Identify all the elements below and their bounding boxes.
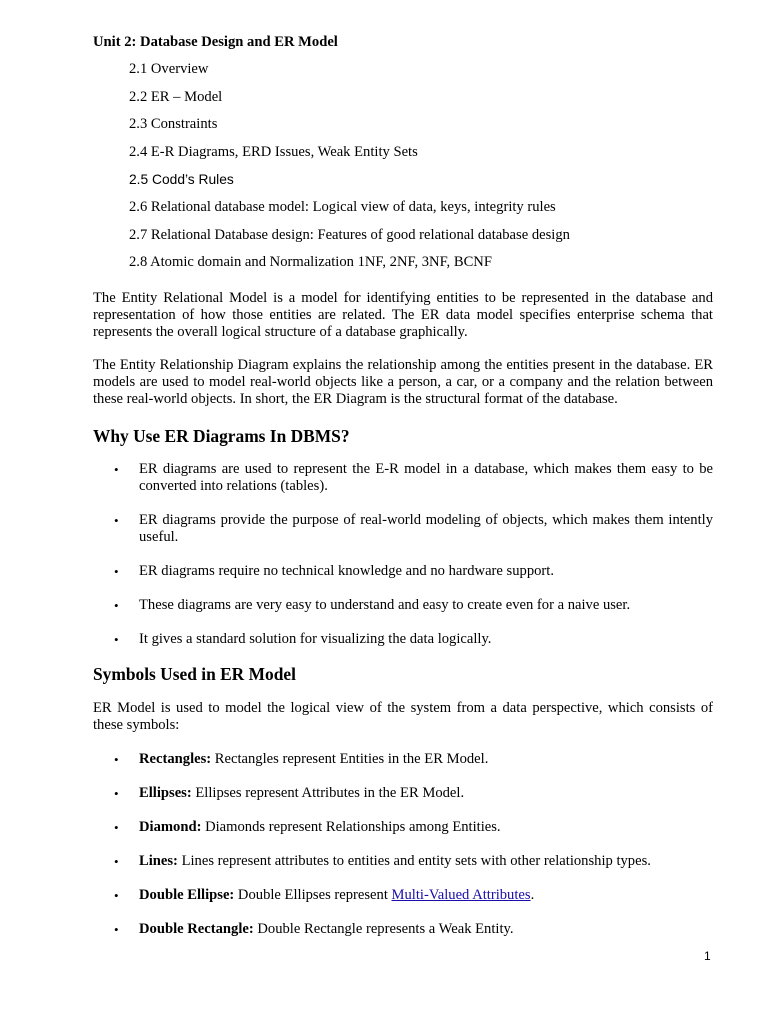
bullet-icon: • [114,922,119,937]
list-item-text: ER diagrams provide the purpose of real-world modeling of objects, which makes them intently useful. [139,512,713,545]
symbols-heading: Symbols Used in ER Model [93,664,296,684]
symbol-term: Diamond: [139,819,202,835]
page-number: 1 [704,949,711,963]
symbol-term: Rectangles: [139,751,212,767]
symbol-description: Rectangles represent Entities in the ER Model. [211,751,489,767]
list-item [93,563,713,580]
intro-paragraph: The Entity Relational Model is a model for identifying entities to be represented in the database and representation of how those entities are related. The ER data model specifies enterprise schema that represents the overall logical structure of a database graphically. [93,290,713,340]
list-item-text: ER diagrams require no technical knowledge and no hardware support. [139,563,554,579]
toc-item: 2.2 ER – Model [129,88,223,105]
list-item [93,512,713,546]
symbol-description: Double Rectangle represents a Weak Entity. [253,921,514,937]
symbol-description: Ellipses represent Attributes in the ER Model. [191,785,465,801]
bullet-icon: • [114,854,119,869]
list-item [93,631,713,648]
bullet-icon: • [114,632,119,647]
symbol-description: Double Ellipses represent [234,887,392,903]
bullet-icon: • [114,462,119,477]
symbol-description-end: . [530,887,535,903]
list-item [93,819,713,836]
bullet-icon: • [114,786,119,801]
symbol-term: Double Ellipse: [139,887,235,903]
toc-item: 2.5 Codd’s Rules [129,172,234,188]
unit-title: Unit 2: Database Design and ER Model [93,34,338,50]
toc-item: 2.6 Relational database model: Logical view of data, keys, integrity rules [129,198,556,215]
symbol-description: Lines represent attributes to entities and entity sets with other relationship types. [177,853,651,869]
intro-paragraph: The Entity Relationship Diagram explains the relationship among the entities present in the database. ER models are used to model real-world objects like a person, a car, or a company and the relation between these real-world objects. In short, the ER Diagram is the structural format of the database. [93,357,713,407]
list-item [93,887,713,904]
list-item [93,597,713,614]
list-item-text: It gives a standard solution for visualizing the data logically. [139,631,492,647]
bullet-icon: • [114,752,119,767]
bullet-icon: • [114,820,119,835]
list-item [93,751,713,768]
why-heading: Why Use ER Diagrams In DBMS? [93,426,350,446]
why-bullet-list [93,461,713,648]
list-item [93,785,713,802]
list-item [93,853,713,870]
table-of-contents [129,61,570,282]
list-item [93,921,713,938]
symbols-bullet-list [93,751,713,938]
multi-valued-attributes-link[interactable]: Multi-Valued Attributes [391,887,531,903]
list-item-text: These diagrams are very easy to understand and easy to create even for a naive user. [139,597,631,613]
toc-item: 2.4 E-R Diagrams, ERD Issues, Weak Entity Sets [129,143,418,160]
symbol-description: Diamonds represent Relationships among Entities. [201,819,501,835]
symbol-term: Double Rectangle: [139,921,254,937]
bullet-icon: • [114,513,119,528]
symbols-intro: ER Model is used to model the logical view of the system from a data perspective, which consists of these symbols: [93,700,713,733]
symbol-term: Ellipses: [139,785,192,801]
symbol-term: Lines: [139,853,178,869]
bullet-icon: • [114,598,119,613]
list-item [93,461,713,495]
toc-item: 2.1 Overview [129,61,209,77]
toc-item: 2.8 Atomic domain and Normalization 1NF, 2NF, 3NF, BCNF [129,254,492,271]
toc-item: 2.7 Relational Database design: Features of good relational database design [129,226,570,243]
toc-item: 2.3 Constraints [129,116,218,133]
list-item-text: ER diagrams are used to represent the E-R model in a database, which makes them easy to be converted into relations (tables). [139,461,713,494]
bullet-icon: • [114,564,119,579]
bullet-icon: • [114,888,119,903]
